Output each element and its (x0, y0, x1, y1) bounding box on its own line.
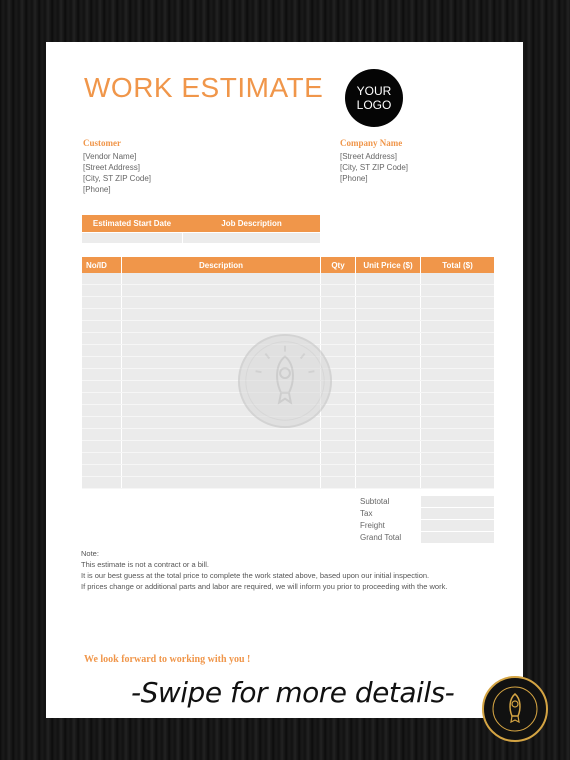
customer-line: [City, ST ZIP Code] (83, 174, 152, 183)
note-line: It is our best guess at the total price to complete the work stated above, based upon our initial inspection. (81, 571, 430, 580)
qty-cell[interactable] (321, 465, 356, 476)
estimate-sheet (46, 42, 523, 718)
qty-cell[interactable] (321, 309, 356, 320)
swipe-banner: -Swipe for more details- (131, 676, 455, 709)
no-id-cell[interactable] (82, 441, 122, 452)
total-cell[interactable] (421, 393, 494, 404)
customer-line: [Phone] (83, 185, 111, 194)
unit-price-cell[interactable] (356, 333, 421, 344)
total-cell[interactable] (421, 369, 494, 380)
total-cell[interactable] (421, 333, 494, 344)
subtotal-row (356, 496, 494, 508)
no-id-cell[interactable] (82, 405, 122, 416)
total-cell[interactable] (421, 405, 494, 416)
description-cell[interactable] (122, 429, 321, 440)
items-table-header (82, 257, 494, 273)
description-cell[interactable] (122, 465, 321, 476)
job-table-header (82, 215, 320, 232)
header-description: Description (122, 257, 321, 273)
qty-cell[interactable] (321, 453, 356, 464)
total-cell[interactable] (421, 297, 494, 308)
qty-cell[interactable] (321, 429, 356, 440)
description-cell[interactable] (122, 321, 321, 332)
freight-row (356, 520, 494, 532)
qty-cell[interactable] (321, 477, 356, 488)
no-id-cell[interactable] (82, 333, 122, 344)
total-cell[interactable] (421, 477, 494, 488)
header-no-id: No/ID (82, 257, 122, 273)
unit-price-cell[interactable] (356, 369, 421, 380)
freight-label: Freight (360, 521, 385, 530)
totals-block (356, 496, 494, 544)
no-id-cell[interactable] (82, 321, 122, 332)
freight-value[interactable] (421, 520, 494, 532)
table-row (82, 465, 494, 477)
logo-line-2: LOGO (356, 98, 392, 112)
total-cell[interactable] (421, 441, 494, 452)
unit-price-cell[interactable] (356, 405, 421, 416)
unit-price-cell[interactable] (356, 297, 421, 308)
unit-price-cell[interactable] (356, 429, 421, 440)
rocket-lightbulb-icon (490, 684, 540, 734)
customer-line: [Street Address] (83, 163, 140, 172)
no-id-cell[interactable] (82, 381, 122, 392)
total-cell[interactable] (421, 357, 494, 368)
header-qty: Qty (321, 257, 356, 273)
table-row (82, 273, 494, 285)
header-start-date: Estimated Start Date (92, 219, 172, 228)
company-block (340, 138, 408, 184)
no-id-cell[interactable] (82, 465, 122, 476)
company-line: [Phone] (340, 174, 368, 183)
total-cell[interactable] (421, 345, 494, 356)
job-table-row (82, 233, 320, 243)
qty-cell[interactable] (321, 321, 356, 332)
no-id-cell[interactable] (82, 477, 122, 488)
subtotal-value[interactable] (421, 496, 494, 508)
total-cell[interactable] (421, 273, 494, 284)
rocket-lightbulb-icon (236, 332, 334, 430)
no-id-cell[interactable] (82, 357, 122, 368)
note-heading: Note: (81, 549, 99, 558)
no-id-cell[interactable] (82, 273, 122, 284)
no-id-cell[interactable] (82, 297, 122, 308)
header-unit-price: Unit Price ($) (356, 257, 421, 273)
table-row (82, 285, 494, 297)
table-row (82, 477, 494, 489)
unit-price-cell[interactable] (356, 441, 421, 452)
description-cell[interactable] (122, 477, 321, 488)
unit-price-cell[interactable] (356, 285, 421, 296)
qty-cell[interactable] (321, 297, 356, 308)
total-cell[interactable] (421, 429, 494, 440)
grand-total-row (356, 532, 494, 544)
unit-price-cell[interactable] (356, 357, 421, 368)
note-block (81, 548, 501, 592)
table-row (82, 309, 494, 321)
page-title: WORK ESTIMATE (84, 72, 324, 103)
logo-placeholder (345, 69, 403, 127)
note-line: If prices change or additional parts and labor are required, we will inform you prior to proceeding with the work. (81, 582, 448, 591)
closing-message: We look forward to working with you ! (84, 654, 251, 665)
job-description-cell[interactable] (183, 233, 320, 243)
qty-cell[interactable] (321, 285, 356, 296)
unit-price-cell[interactable] (356, 453, 421, 464)
header-total: Total ($) (442, 260, 473, 270)
qty-cell[interactable] (321, 273, 356, 284)
tax-label: Tax (360, 509, 373, 518)
company-line: [City, ST ZIP Code] (340, 163, 409, 172)
total-cell[interactable] (421, 417, 494, 428)
subtotal-label: Subtotal (360, 497, 390, 506)
customer-line: [Vendor Name] (83, 152, 137, 161)
no-id-cell[interactable] (82, 309, 122, 320)
unit-price-cell[interactable] (356, 345, 421, 356)
table-row (82, 441, 494, 453)
description-cell[interactable] (122, 285, 321, 296)
total-cell[interactable] (421, 465, 494, 476)
no-id-cell[interactable] (82, 345, 122, 356)
description-cell[interactable] (122, 441, 321, 452)
tax-value[interactable] (421, 508, 494, 520)
unit-price-cell[interactable] (356, 381, 421, 392)
no-id-cell[interactable] (82, 429, 122, 440)
company-heading: Company Name (340, 138, 403, 148)
no-id-cell[interactable] (82, 393, 122, 404)
no-id-cell[interactable] (82, 369, 122, 380)
unit-price-cell[interactable] (356, 273, 421, 284)
note-line: This estimate is not a contract or a bill. (81, 560, 209, 569)
no-id-cell[interactable] (82, 417, 122, 428)
no-id-cell[interactable] (82, 285, 122, 296)
table-row (82, 297, 494, 309)
total-cell[interactable] (421, 381, 494, 392)
header-job-description: Job Description (221, 219, 282, 228)
logo-line-1: YOUR (356, 84, 392, 98)
unit-price-cell[interactable] (356, 477, 421, 488)
total-cell[interactable] (421, 309, 494, 320)
brand-badge (482, 676, 548, 742)
unit-price-cell[interactable] (356, 417, 421, 428)
customer-heading: Customer (83, 138, 121, 148)
total-cell[interactable] (421, 321, 494, 332)
table-row (82, 453, 494, 465)
description-cell[interactable] (122, 453, 321, 464)
table-row (82, 429, 494, 441)
company-line: [Street Address] (340, 152, 397, 161)
grand-total-value[interactable] (421, 532, 494, 544)
customer-block (83, 138, 151, 195)
qty-cell[interactable] (321, 441, 356, 452)
description-cell[interactable] (122, 297, 321, 308)
total-cell[interactable] (421, 453, 494, 464)
total-cell[interactable] (421, 285, 494, 296)
unit-price-cell[interactable] (356, 393, 421, 404)
unit-price-cell[interactable] (356, 465, 421, 476)
description-cell[interactable] (122, 309, 321, 320)
job-table (82, 215, 320, 243)
description-cell[interactable] (122, 273, 321, 284)
grand-total-label: Grand Total (360, 533, 402, 542)
no-id-cell[interactable] (82, 453, 122, 464)
start-date-cell[interactable] (82, 233, 182, 243)
tax-row (356, 508, 494, 520)
unit-price-cell[interactable] (356, 321, 421, 332)
unit-price-cell[interactable] (356, 309, 421, 320)
